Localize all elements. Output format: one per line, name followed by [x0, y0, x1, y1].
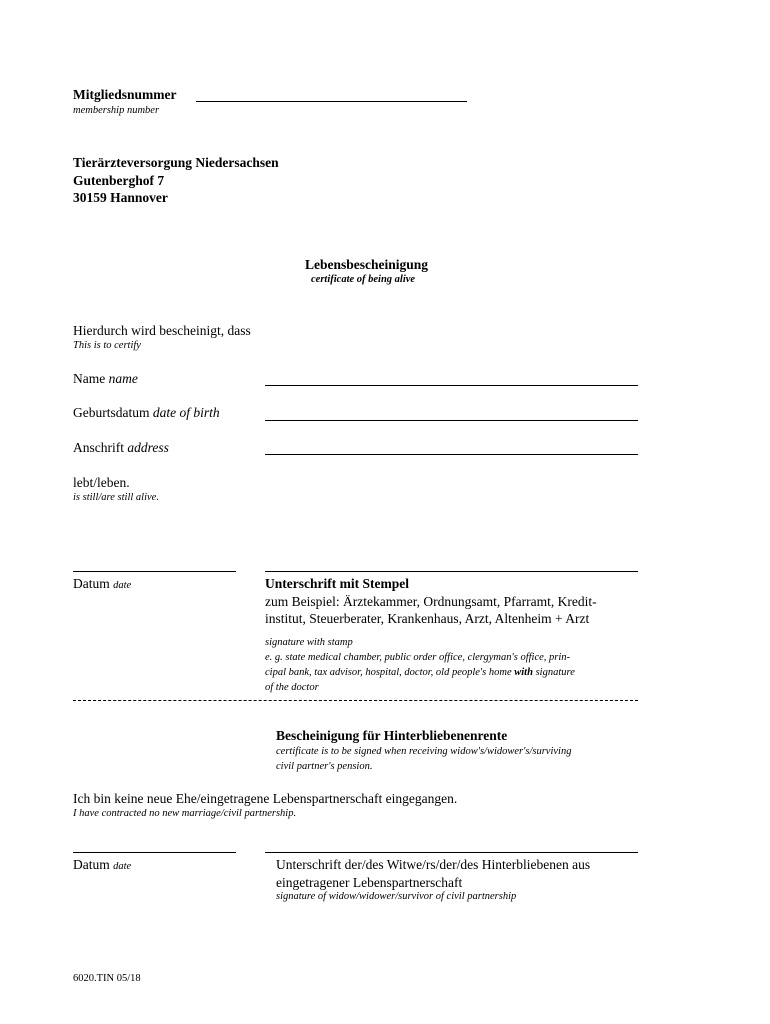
alive-text-en: is still/are still alive.	[73, 492, 159, 503]
declaration-text: Ich bin keine neue Ehe/eingetragene Lebenspartnerschaft eingegangen.	[73, 791, 458, 806]
pension-heading: Bescheinigung für Hinterbliebenenrente	[276, 728, 508, 743]
signature-example-line-1: zum Beispiel: Ärztekammer, Ordnungsamt, Pfarramt, Kredit-	[265, 593, 597, 609]
date-label-1-en: date	[113, 580, 132, 591]
signature-en-line-4: of the doctor	[265, 682, 319, 693]
date-label-2	[73, 857, 131, 873]
signature-input-line-1[interactable]	[265, 571, 638, 572]
survivor-signature-line-2: eingetragener Lebenspartnerschaft	[276, 874, 463, 890]
declaration-text-en: I have contracted no new marriage/civil partnership.	[73, 808, 297, 819]
signature-en-line-3-with: with	[514, 667, 533, 678]
address-label-de: Anschrift	[73, 440, 124, 455]
name-label	[73, 371, 138, 387]
membership-number-label-en: membership number	[73, 105, 160, 116]
cut-separator	[73, 700, 638, 701]
signature-en-line-3	[265, 665, 665, 680]
pension-en-block	[276, 744, 656, 774]
form-code: 6020.TIN 05/18	[73, 973, 141, 984]
signature-en-line-2: e. g. state medical chamber, public order office, clergyman's office, prin-	[265, 652, 571, 663]
address-line-2: Gutenberghof 7	[73, 172, 165, 188]
survivor-signature-line-1: Unterschrift der/des Witwe/rs/der/des Hinterbliebenen aus	[276, 857, 591, 872]
date-label-2-en: date	[113, 861, 132, 872]
dob-input-line[interactable]	[265, 420, 638, 421]
date-input-line-2[interactable]	[73, 852, 236, 853]
signature-en-line-3-pre: cipal bank, tax advisor, hospital, doctor, old people's home	[265, 667, 512, 678]
document-title: Lebensbescheinigung	[305, 257, 429, 272]
address-label-en: address	[127, 440, 169, 455]
signature-en-line-1: signature with stamp	[265, 637, 353, 648]
signature-en-line-3-post: signature	[535, 667, 575, 678]
membership-number-input-line[interactable]	[196, 101, 467, 102]
signature-input-line-2[interactable]	[265, 852, 638, 853]
signature-stamp-heading: Unterschrift mit Stempel	[265, 576, 409, 591]
certify-text-en: This is to certify	[73, 340, 141, 351]
address-line-1: Tierärzteversorgung Niedersachsen	[73, 155, 279, 170]
address-line-3: 30159 Hannover	[73, 190, 168, 205]
alive-text: lebt/leben.	[73, 475, 130, 490]
recipient-address	[73, 154, 279, 207]
certify-text: Hierdurch wird bescheinigt, dass	[73, 323, 251, 338]
address-input-line[interactable]	[265, 454, 638, 455]
signature-stamp-en-block	[265, 635, 665, 695]
date-label-2-de: Datum	[73, 857, 110, 872]
date-input-line-1[interactable]	[73, 571, 236, 572]
survivor-signature-en: signature of widow/widower/survivor of civil partnership	[276, 891, 517, 902]
date-label-1	[73, 576, 131, 592]
signature-stamp-block	[265, 575, 655, 628]
pension-en-line-2: civil partner's pension.	[276, 761, 373, 772]
document-title-en: certificate of being alive	[311, 274, 416, 285]
name-input-line[interactable]	[265, 385, 638, 386]
address-label	[73, 440, 169, 456]
date-label-1-de: Datum	[73, 576, 110, 591]
signature-example-line-2: institut, Steuerberater, Krankenhaus, Arzt, Altenheim + Arzt	[265, 611, 590, 626]
survivor-signature-block	[276, 856, 656, 891]
pension-en-line-1: certificate is to be signed when receiving widow's/widower's/surviving	[276, 746, 572, 757]
name-label-de: Name	[73, 371, 106, 386]
name-label-en: name	[108, 371, 138, 386]
dob-label-de: Geburtsdatum	[73, 405, 150, 420]
membership-number-label: Mitgliedsnummer	[73, 87, 177, 102]
dob-label-en: date of birth	[152, 405, 220, 420]
dob-label	[73, 405, 220, 421]
